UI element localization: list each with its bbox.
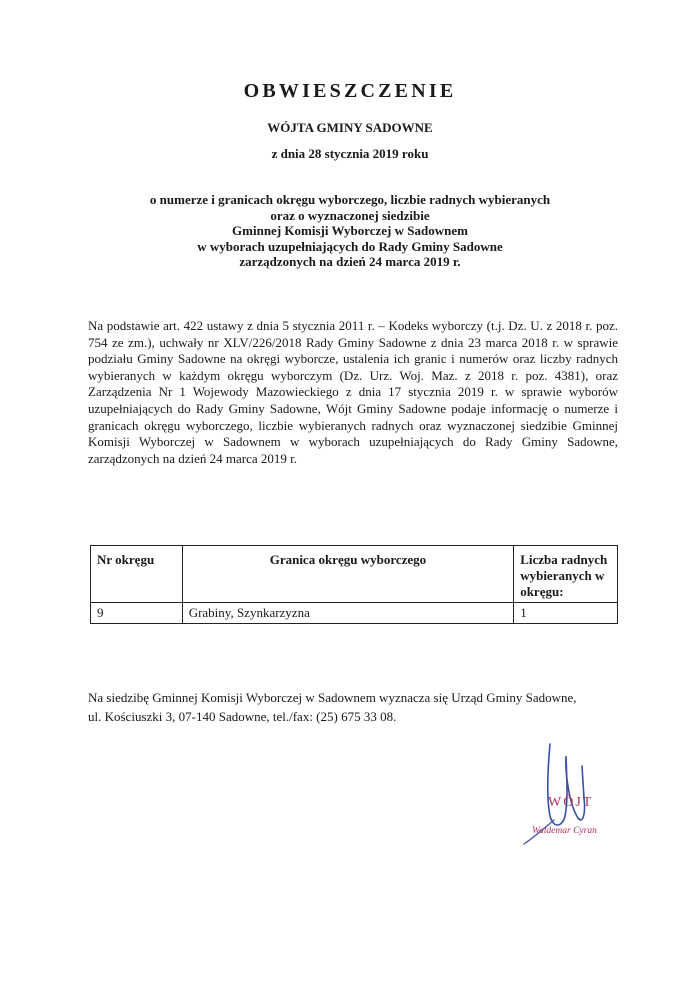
subject-line: oraz o wyznaczonej siedzibie <box>270 207 430 223</box>
footer-line: ul. Kościuszki 3, 07-140 Sadowne, tel./fax: (25) 675 33 08. <box>88 709 397 724</box>
document-title: OBWIESZCZENIE <box>243 80 457 102</box>
header-district-number: Nr okręgu <box>91 546 183 603</box>
subject-line: o numerze i granicach okręgu wyborczego, liczbie radnych wybieranych <box>149 192 551 207</box>
signature-name: Waldemar Cyran <box>532 826 597 836</box>
footer-line: Na siedzibę Gminnej Komisji Wyborczej w Sadownem wyznacza się Urząd Gminy Sadowne, <box>88 690 577 705</box>
cell-district-boundary: Grabiny, Szynkarzyzna <box>182 603 514 624</box>
header-councillor-count: Liczba radnych wybieranych w okręgu: <box>514 546 618 603</box>
subject-line: zarządzonych na dzień 24 marca 2019 r. <box>239 254 461 270</box>
header-district-boundary: Granica okręgu wyborczego <box>182 546 514 603</box>
document-subject <box>0 192 700 270</box>
districts-table <box>90 545 618 624</box>
footer-paragraph <box>88 688 628 726</box>
document-date: z dnia 28 stycznia 2019 roku <box>271 146 429 161</box>
signature-title: WÓJT <box>548 795 594 810</box>
subject-line: Gminnej Komisji Wyborczej w Sadownem <box>232 223 468 239</box>
cell-councillor-count: 1 <box>514 603 618 624</box>
table-header-row <box>91 546 618 603</box>
document-issuer: WÓJTA GMINY SADOWNE <box>267 120 433 135</box>
cell-district-number: 9 <box>91 603 183 624</box>
body-paragraph: Na podstawie art. 422 ustawy z dnia 5 stycznia 2011 r. – Kodeks wyborczy (t.j. Dz. U. z 2018 r. poz. 754 ze zm.), uchwały nr XLV/226/2018 Rady Gminy Sadowne z dnia 23 marca 2018 r. w sprawie podziału Gminy Sadowne na okręgi wyborcze, ustalenia ich granic i numerów oraz liczby radnych wybieranych w każdym okręgu wyborczym (Dz. Urz. Woj. Maz. z 2018 r. poz. 4381), oraz Zarządzenia Nr 1 Wojewody Mazowieckiego z dnia 17 stycznia 2019 r. w sprawie wyborów uzupełniających do Rady Gminy Sadowne, Wójt Gminy Sadowne podaje informację o numerze i granicach okręgu wyborczego, liczbie wybieranych radnych oraz wyznaczonej siedzibie Gminnej Komisji Wyborczej w Sadownem w wyborach uzupełniających do Rady Gminy Sadowne, zarządzonych na dzień 24 marca 2019 r. <box>88 318 618 466</box>
table-row <box>91 603 618 624</box>
subject-line: w wyborach uzupełniających do Rady Gminy Sadowne <box>197 238 503 254</box>
